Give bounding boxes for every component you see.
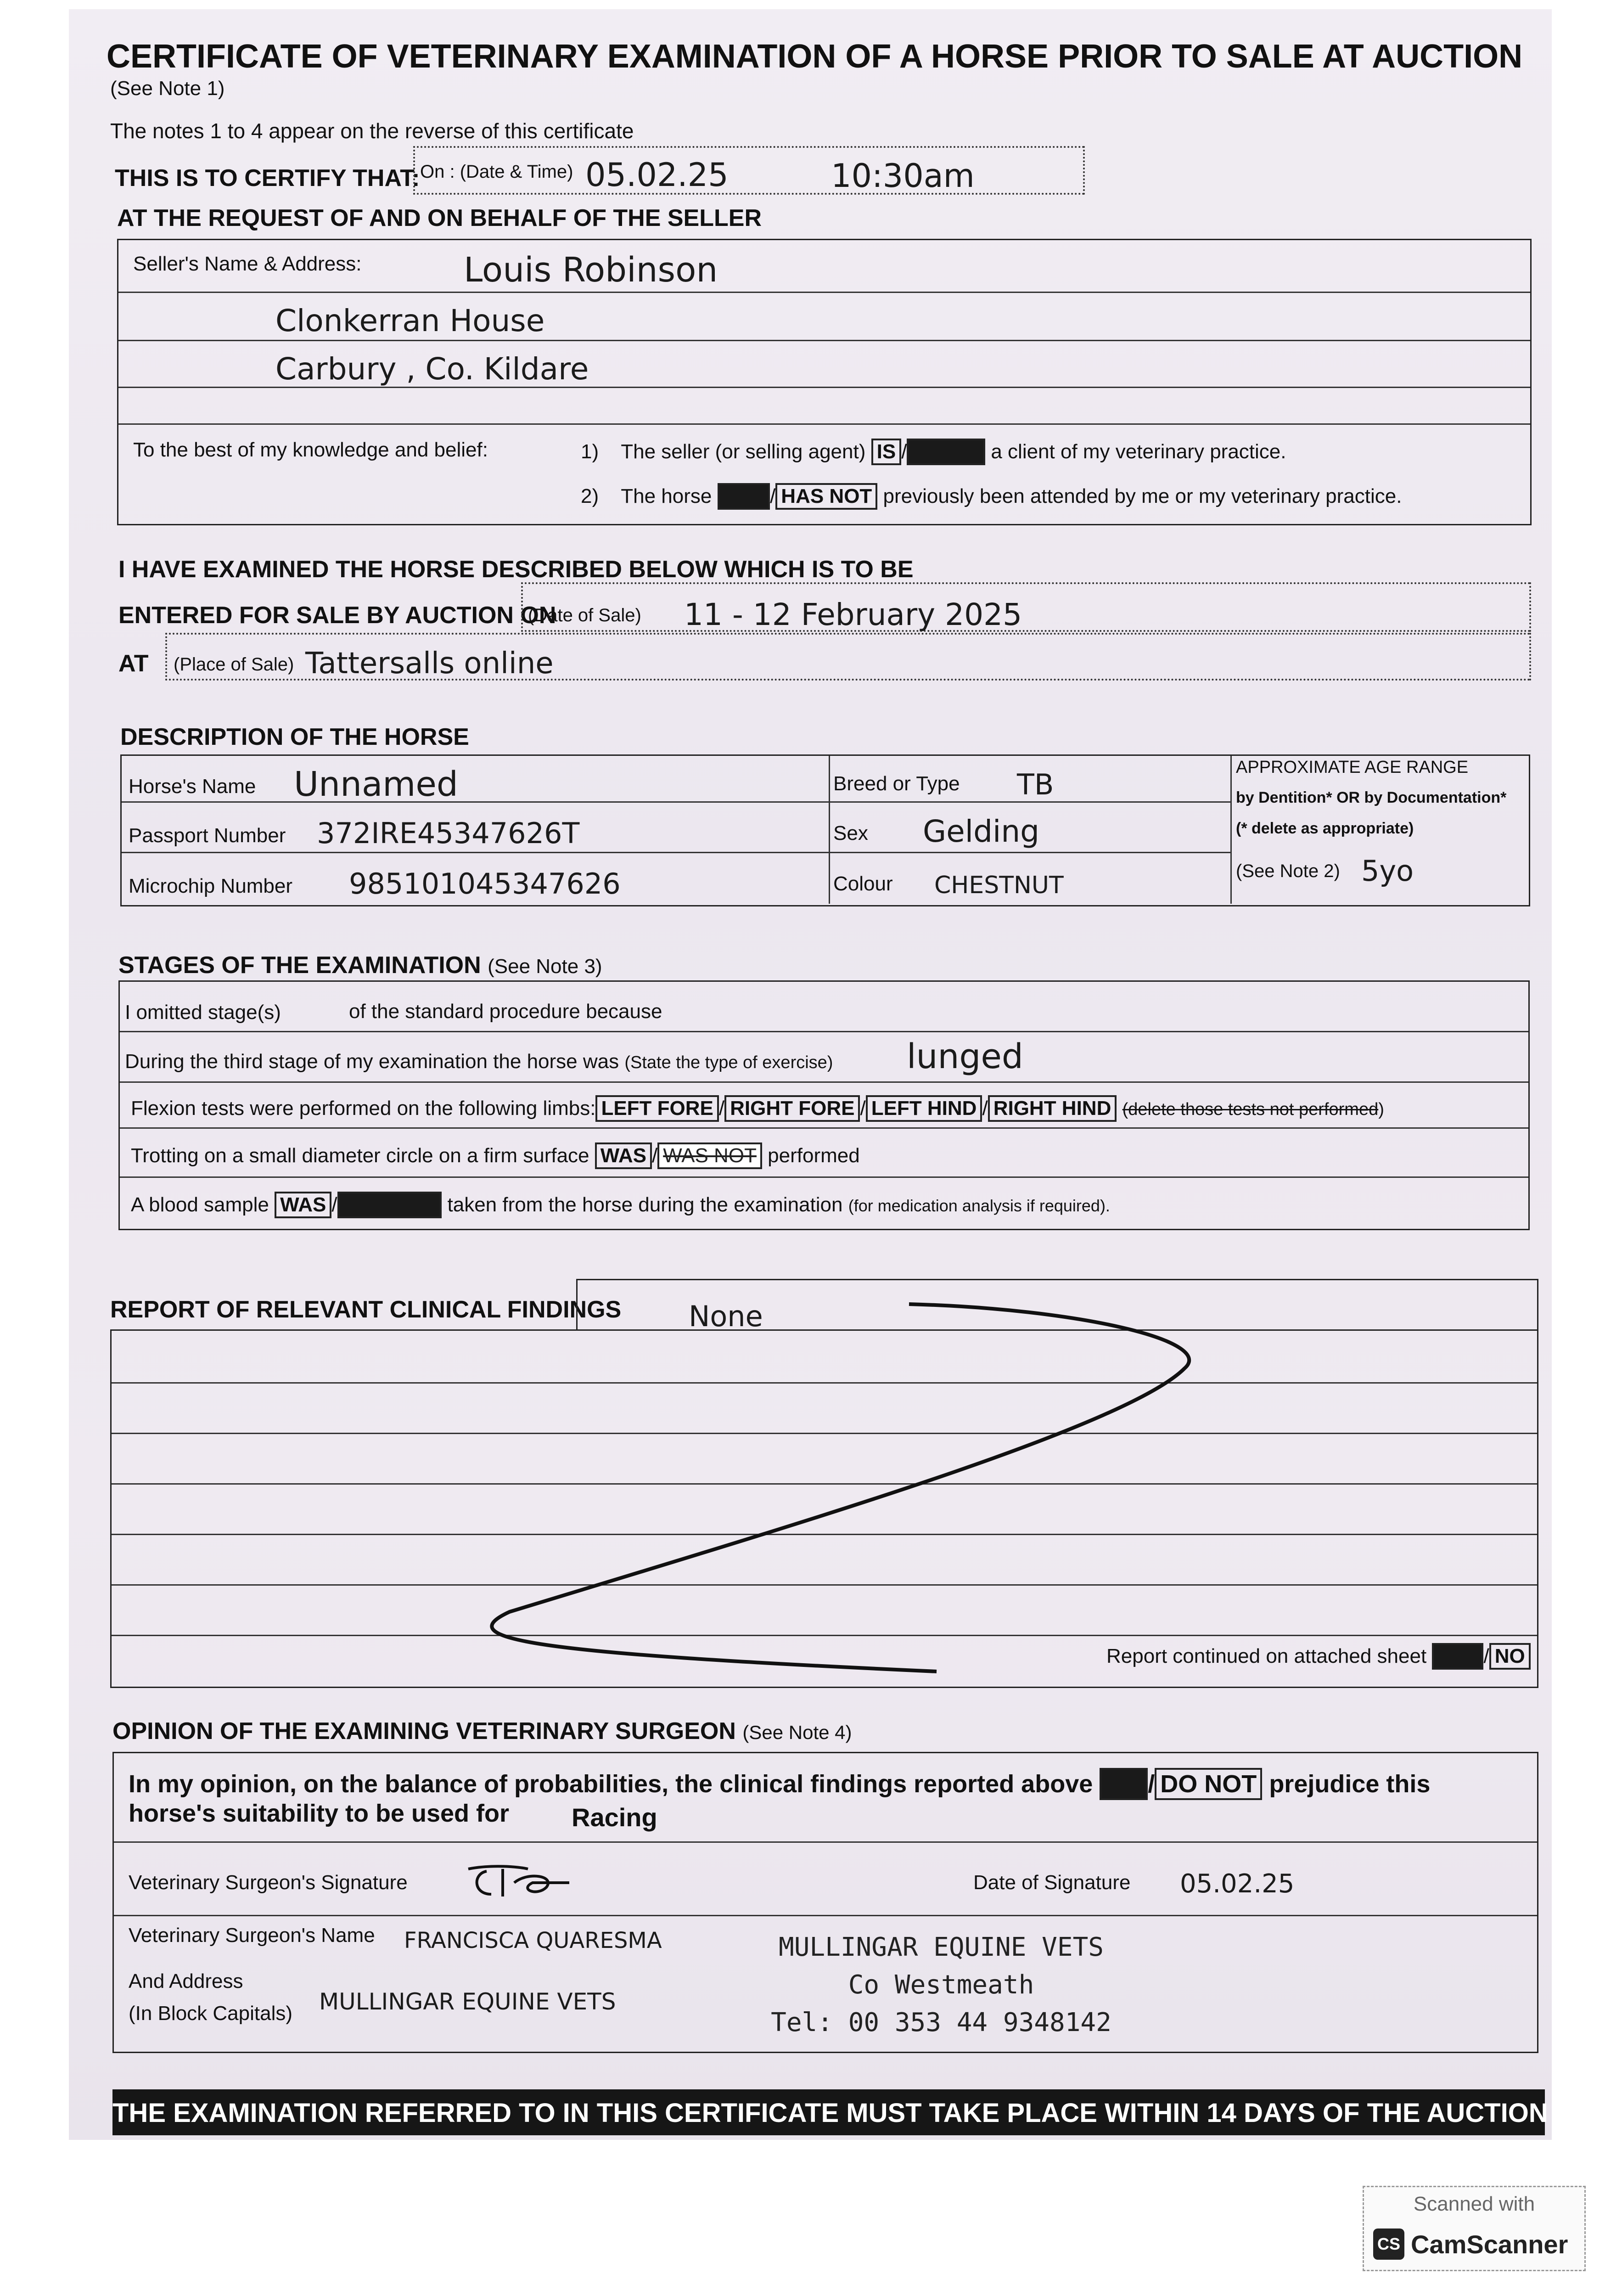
findings-heading: REPORT OF RELEVANT CLINICAL FINDINGS xyxy=(110,1296,622,1323)
microchip-value: 985101045347626 xyxy=(349,867,621,900)
watermark-brand-text: CamScanner xyxy=(1411,2230,1568,2259)
opinion-line1-post: prejudice this xyxy=(1269,1770,1431,1798)
sale-place-value: Tattersalls online xyxy=(305,647,554,681)
third-stage-line xyxy=(125,1050,833,1073)
colour-label: Colour xyxy=(833,872,893,895)
see-note-1: (See Note 1) xyxy=(110,77,225,100)
vet-name-value: FRANCISCA QUARESMA xyxy=(404,1928,662,1953)
seller-is-option: IS xyxy=(871,439,902,465)
opinion-line1-pre: In my opinion, on the balance of probabilities, the clinical findings reported above xyxy=(129,1770,1093,1798)
opinion-heading-line xyxy=(112,1717,852,1745)
belief-item-2: 2) The horse HAS / HAS NOT previously been attended by me or my veterinary practice. xyxy=(581,483,1402,510)
certify-label: THIS IS TO CERTIFY THAT: xyxy=(115,165,420,191)
stages-rule-3 xyxy=(120,1127,1528,1129)
opinion-line-1: In my opinion, on the balance of probabilities, the clinical findings reported above DO / DO NOT prejudice this xyxy=(129,1768,1430,1800)
opinion-heading: OPINION OF THE EXAMINING VETERINARY SURGEON xyxy=(112,1718,736,1745)
seller-address-line2: Carbury , Co. Kildare xyxy=(275,351,589,387)
item2-post-text: previously been attended by me or my veterinary practice. xyxy=(883,485,1402,507)
vet-address-label-2: (In Block Capitals) xyxy=(129,2002,293,2025)
horse-description-heading: DESCRIPTION OF THE HORSE xyxy=(120,724,469,750)
sale-date-value: 11 - 12 February 2025 xyxy=(684,597,1022,632)
stages-heading-line xyxy=(118,951,602,979)
belief-label: To the best of my knowledge and belief: xyxy=(133,439,488,461)
item1-number: 1) xyxy=(581,440,599,463)
breed-value: TB xyxy=(1017,768,1054,801)
trot-was-not-option-struck: WAS NOT xyxy=(657,1142,762,1169)
seller-is-not-option-struck: IS NOT xyxy=(907,439,985,465)
limb-right-hind: RIGHT HIND xyxy=(988,1095,1117,1122)
blood-was-option: WAS xyxy=(275,1192,331,1218)
blood-was-not-option-struck: WAS NOT xyxy=(337,1192,442,1218)
certificate-title: CERTIFICATE OF VETERINARY EXAMINATION OF A HORSE PRIOR TO SALE AT AUCTION xyxy=(107,38,1523,75)
opinion-rule-1 xyxy=(114,1841,1537,1843)
stamp-line-2: Co Westmeath xyxy=(848,1970,1034,2000)
colour-value: CHESTNUT xyxy=(934,872,1064,899)
z-strikeout-mark xyxy=(459,1290,1203,1690)
opinion-line-2: horse's suitability to be used for xyxy=(129,1800,509,1827)
horse-name-value: Unnamed xyxy=(294,765,458,804)
sale-at-label: AT xyxy=(118,650,149,677)
report-continued-no: NO xyxy=(1489,1643,1531,1670)
sale-heading: I HAVE EXAMINED THE HORSE DESCRIBED BELOW WHICH IS TO BE xyxy=(118,556,914,583)
exam-time: 10:30am xyxy=(831,157,975,195)
third-stage-value: lunged xyxy=(907,1037,1023,1076)
microchip-label: Microchip Number xyxy=(129,875,292,897)
seller-rule-4 xyxy=(118,423,1530,425)
age-see-note: (See Note 2) xyxy=(1236,861,1340,881)
omitted-stages-post: of the standard procedure because xyxy=(349,1000,662,1023)
age-by: by Dentition* OR by Documentation* xyxy=(1236,789,1507,806)
age-value: 5yo xyxy=(1361,854,1414,888)
passport-label: Passport Number xyxy=(129,824,286,847)
opinion-do-struck: DO xyxy=(1100,1768,1148,1800)
vet-signature xyxy=(464,1862,583,1903)
sale-place-label: (Place of Sale) xyxy=(174,654,294,675)
horse-col-rule-1 xyxy=(829,756,830,904)
horse-name-label: Horse's Name xyxy=(129,775,256,798)
horse-has-option-struck: HAS xyxy=(718,483,770,510)
flexion-note-struck: (delete those tests not performed xyxy=(1122,1100,1379,1119)
on-date-time-label: On : (Date & Time) xyxy=(420,162,573,182)
flexion-line: Flexion tests were performed on the following limbs: LEFT FORE / RIGHT FORE / LEFT HIND / RIGHT HIND (delete those tests not performed) xyxy=(131,1095,1384,1122)
signature-date-value: 05.02.25 xyxy=(1180,1869,1295,1899)
item1-pre-text: The seller (or selling agent) xyxy=(621,440,866,463)
item1-post-text: a client of my veterinary practice. xyxy=(991,440,1286,463)
sex-value: Gelding xyxy=(923,814,1040,849)
limb-right-fore: RIGHT FORE xyxy=(724,1095,860,1122)
seller-rule-3 xyxy=(118,387,1530,388)
sex-label: Sex xyxy=(833,822,868,844)
camscanner-watermark xyxy=(1363,2186,1586,2271)
blood-note: (for medication analysis if required). xyxy=(848,1196,1110,1215)
horse-row-rule-1 xyxy=(122,801,1230,803)
trot-pre-text: Trotting on a small diameter circle on a firm surface xyxy=(131,1144,589,1167)
report-continued-text: Report continued on attached sheet xyxy=(1106,1645,1427,1667)
passport-value: 372IRE45347626T xyxy=(317,816,580,850)
breed-label: Breed or Type xyxy=(833,772,960,795)
footer-bar xyxy=(112,2089,1548,2135)
sale-entered-label: ENTERED FOR SALE BY AUCTION ON xyxy=(118,602,556,629)
horse-col-rule-2 xyxy=(1230,756,1232,904)
stages-heading: STAGES OF THE EXAMINATION xyxy=(118,952,481,979)
sale-date-label: (Date of Sale) xyxy=(528,605,641,625)
trot-was-option: WAS xyxy=(595,1142,652,1169)
seller-name-label: Seller's Name & Address: xyxy=(133,253,362,275)
limb-left-hind: LEFT HIND xyxy=(866,1095,982,1122)
flexion-pre-text: Flexion tests were performed on the following limbs: xyxy=(131,1097,596,1120)
flexion-note-open xyxy=(1122,1100,1384,1119)
item2-pre-text: The horse xyxy=(621,485,712,507)
footer-text: THE EXAMINATION REFERRED TO IN THIS CERTIFICATE MUST TAKE PLACE WITHIN 14 DAYS OF THE AUCTION xyxy=(112,2098,1548,2128)
opinion-heading-note: (See Note 4) xyxy=(742,1722,852,1743)
findings-value: None xyxy=(689,1300,763,1333)
blood-post-text: taken from the horse during the examination xyxy=(447,1193,843,1216)
limb-left-fore: LEFT FORE xyxy=(595,1095,718,1122)
notes-line: The notes 1 to 4 appear on the reverse of this certificate xyxy=(110,119,634,143)
stages-heading-note: (See Note 3) xyxy=(488,955,602,978)
item2-number: 2) xyxy=(581,485,599,507)
signature-date-label: Date of Signature xyxy=(973,1871,1131,1894)
horse-row-rule-2 xyxy=(122,852,1230,853)
seller-address-line1: Clonkerran House xyxy=(275,303,545,338)
vet-address-value: MULLINGAR EQUINE VETS xyxy=(319,1988,616,2015)
opinion-do-not: DO NOT xyxy=(1155,1768,1262,1800)
signature-label: Veterinary Surgeon's Signature xyxy=(129,1871,408,1894)
stages-rule-1 xyxy=(120,1031,1528,1032)
horse-has-not-option: HAS NOT xyxy=(775,483,877,510)
stamp-line-1: MULLINGAR EQUINE VETS xyxy=(778,1932,1104,1962)
report-continued-yes-struck: YES xyxy=(1432,1643,1483,1670)
omitted-stages-pre: I omitted stage(s) xyxy=(125,1001,281,1024)
vet-address-label-1: And Address xyxy=(129,1970,243,1992)
report-continued-line: Report continued on attached sheet YES / NO xyxy=(1106,1643,1531,1670)
age-heading: APPROXIMATE AGE RANGE xyxy=(1236,758,1469,777)
blood-line: A blood sample WAS / WAS NOT taken from the horse during the examination (for medication analysis if required). xyxy=(131,1192,1110,1218)
exam-date: 05.02.25 xyxy=(585,156,729,194)
opinion-rule-2 xyxy=(114,1915,1537,1916)
seller-name-value: Louis Robinson xyxy=(464,250,718,290)
watermark-scanned-text: Scanned with xyxy=(1413,2193,1535,2215)
seller-rule-2 xyxy=(118,340,1530,341)
opinion-use-value: Racing xyxy=(572,1803,657,1832)
seller-rule-1 xyxy=(118,292,1530,293)
blood-pre-text: A blood sample xyxy=(131,1193,269,1216)
sale-date-box xyxy=(521,582,1531,632)
stages-rule-4 xyxy=(120,1176,1528,1178)
camscanner-logo-icon: CS xyxy=(1373,2228,1404,2260)
trot-post-text: performed xyxy=(768,1144,860,1167)
flexion-note-end: ) xyxy=(1378,1100,1384,1119)
stamp-line-3: Tel: 00 353 44 9348142 xyxy=(771,2008,1111,2037)
third-stage-text: During the third stage of my examination the horse was xyxy=(125,1050,619,1073)
vet-name-label: Veterinary Surgeon's Name xyxy=(129,1924,375,1947)
request-line: AT THE REQUEST OF AND ON BEHALF OF THE SELLER xyxy=(117,205,762,231)
trot-line: Trotting on a small diameter circle on a firm surface WAS / WAS NOT performed xyxy=(131,1142,860,1169)
practice-stamp xyxy=(758,1929,1125,2042)
third-stage-note: (State the type of exercise) xyxy=(624,1053,833,1072)
stages-rule-2 xyxy=(120,1081,1528,1083)
belief-item-1: 1) The seller (or selling agent) IS / IS NOT a client of my veterinary practice. xyxy=(581,439,1286,465)
age-delete-note: (* delete as appropriate) xyxy=(1236,820,1414,837)
